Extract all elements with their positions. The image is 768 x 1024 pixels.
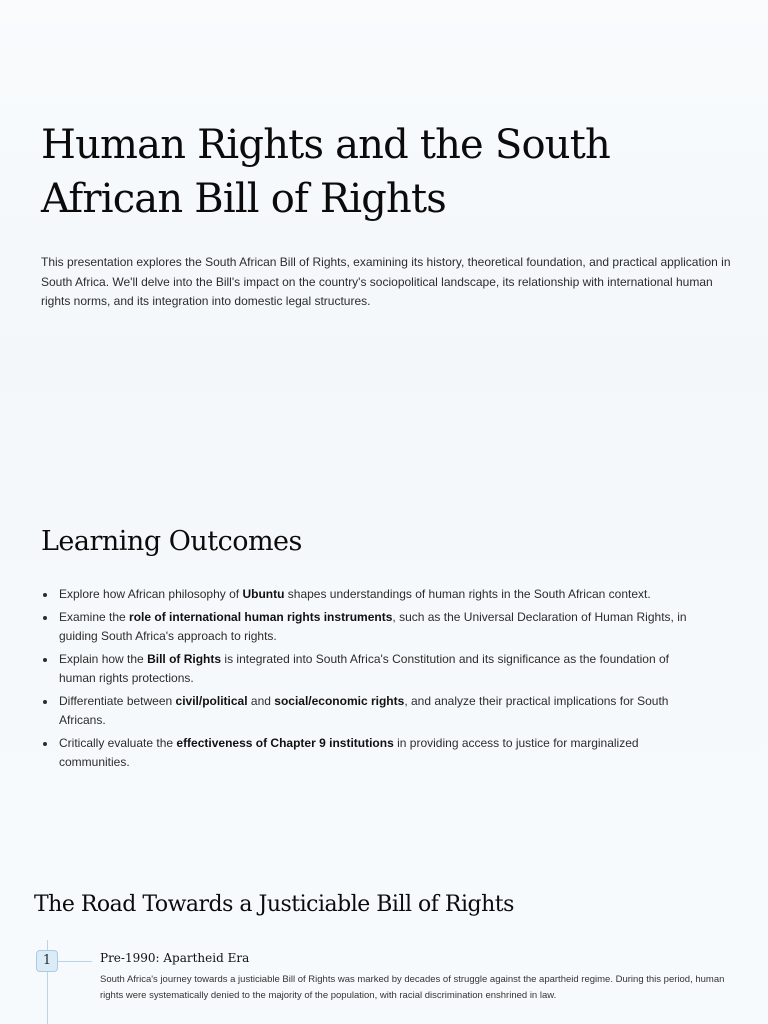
learning-outcomes-list: [41, 585, 701, 776]
timeline-step-number: 1: [36, 950, 58, 972]
list-item-text: and: [247, 693, 275, 708]
list-item-text: Explore how African philosophy of: [59, 587, 243, 601]
list-item-text: Differentiate between: [59, 693, 176, 708]
list-item-emphasis: effectiveness of Chapter 9 institutions: [176, 735, 394, 750]
road-heading: The Road Towards a Justiciable Bill of Rights: [34, 892, 514, 917]
list-item-emphasis: civil/political: [175, 693, 248, 708]
learning-outcomes-heading: Learning Outcomes: [41, 526, 302, 557]
page-title: Human Rights and the South African Bill of Rights: [41, 122, 610, 222]
list-item-emphasis: Bill of Rights: [147, 651, 222, 666]
list-item: [41, 585, 701, 605]
list-item-text: , and analyze their practical implications for South Africans.: [59, 693, 669, 727]
list-item: [41, 734, 701, 773]
list-item-emphasis: role of international human rights instruments: [129, 609, 393, 624]
list-item-text: Explain how the: [59, 651, 148, 666]
list-item-text: in providing access to justice for marginalized communities.: [59, 735, 639, 769]
list-item-text: is integrated into South Africa's Constitution and its significance as the foundation of human rights protections.: [59, 651, 669, 685]
list-item: [41, 608, 701, 647]
timeline-connector: [58, 961, 92, 962]
list-item-emphasis: Ubuntu: [242, 587, 285, 601]
list-item-text: shapes understandings of human rights in the South African context.: [284, 587, 651, 601]
timeline-step-title: Pre-1990: Apartheid Era: [100, 951, 250, 965]
list-item-text: Critically evaluate the: [59, 735, 177, 750]
timeline-step-description: South Africa's journey towards a justiciable Bill of Rights was marked by decades of struggle against the apartheid regime. During this period, human rights were systematically denied to the majority of the population, with racial discrimination enshrined in law.: [100, 974, 725, 1001]
intro-paragraph: This presentation explores the South African Bill of Rights, examining its history, theoretical foundation, and practical application in South Africa. We'll delve into the Bill's impact on the country's sociopolitical landscape, its relationship with international human rights norms, and its integration into domestic legal structures.: [41, 255, 731, 308]
list-item: [41, 650, 701, 689]
list-item-text: Examine the: [59, 609, 130, 624]
list-item-text: , such as the Universal Declaration of Human Rights, in guiding South Africa's approach to rights.: [59, 609, 687, 643]
list-item: [41, 692, 701, 731]
list-item-emphasis: social/economic rights: [274, 693, 405, 708]
